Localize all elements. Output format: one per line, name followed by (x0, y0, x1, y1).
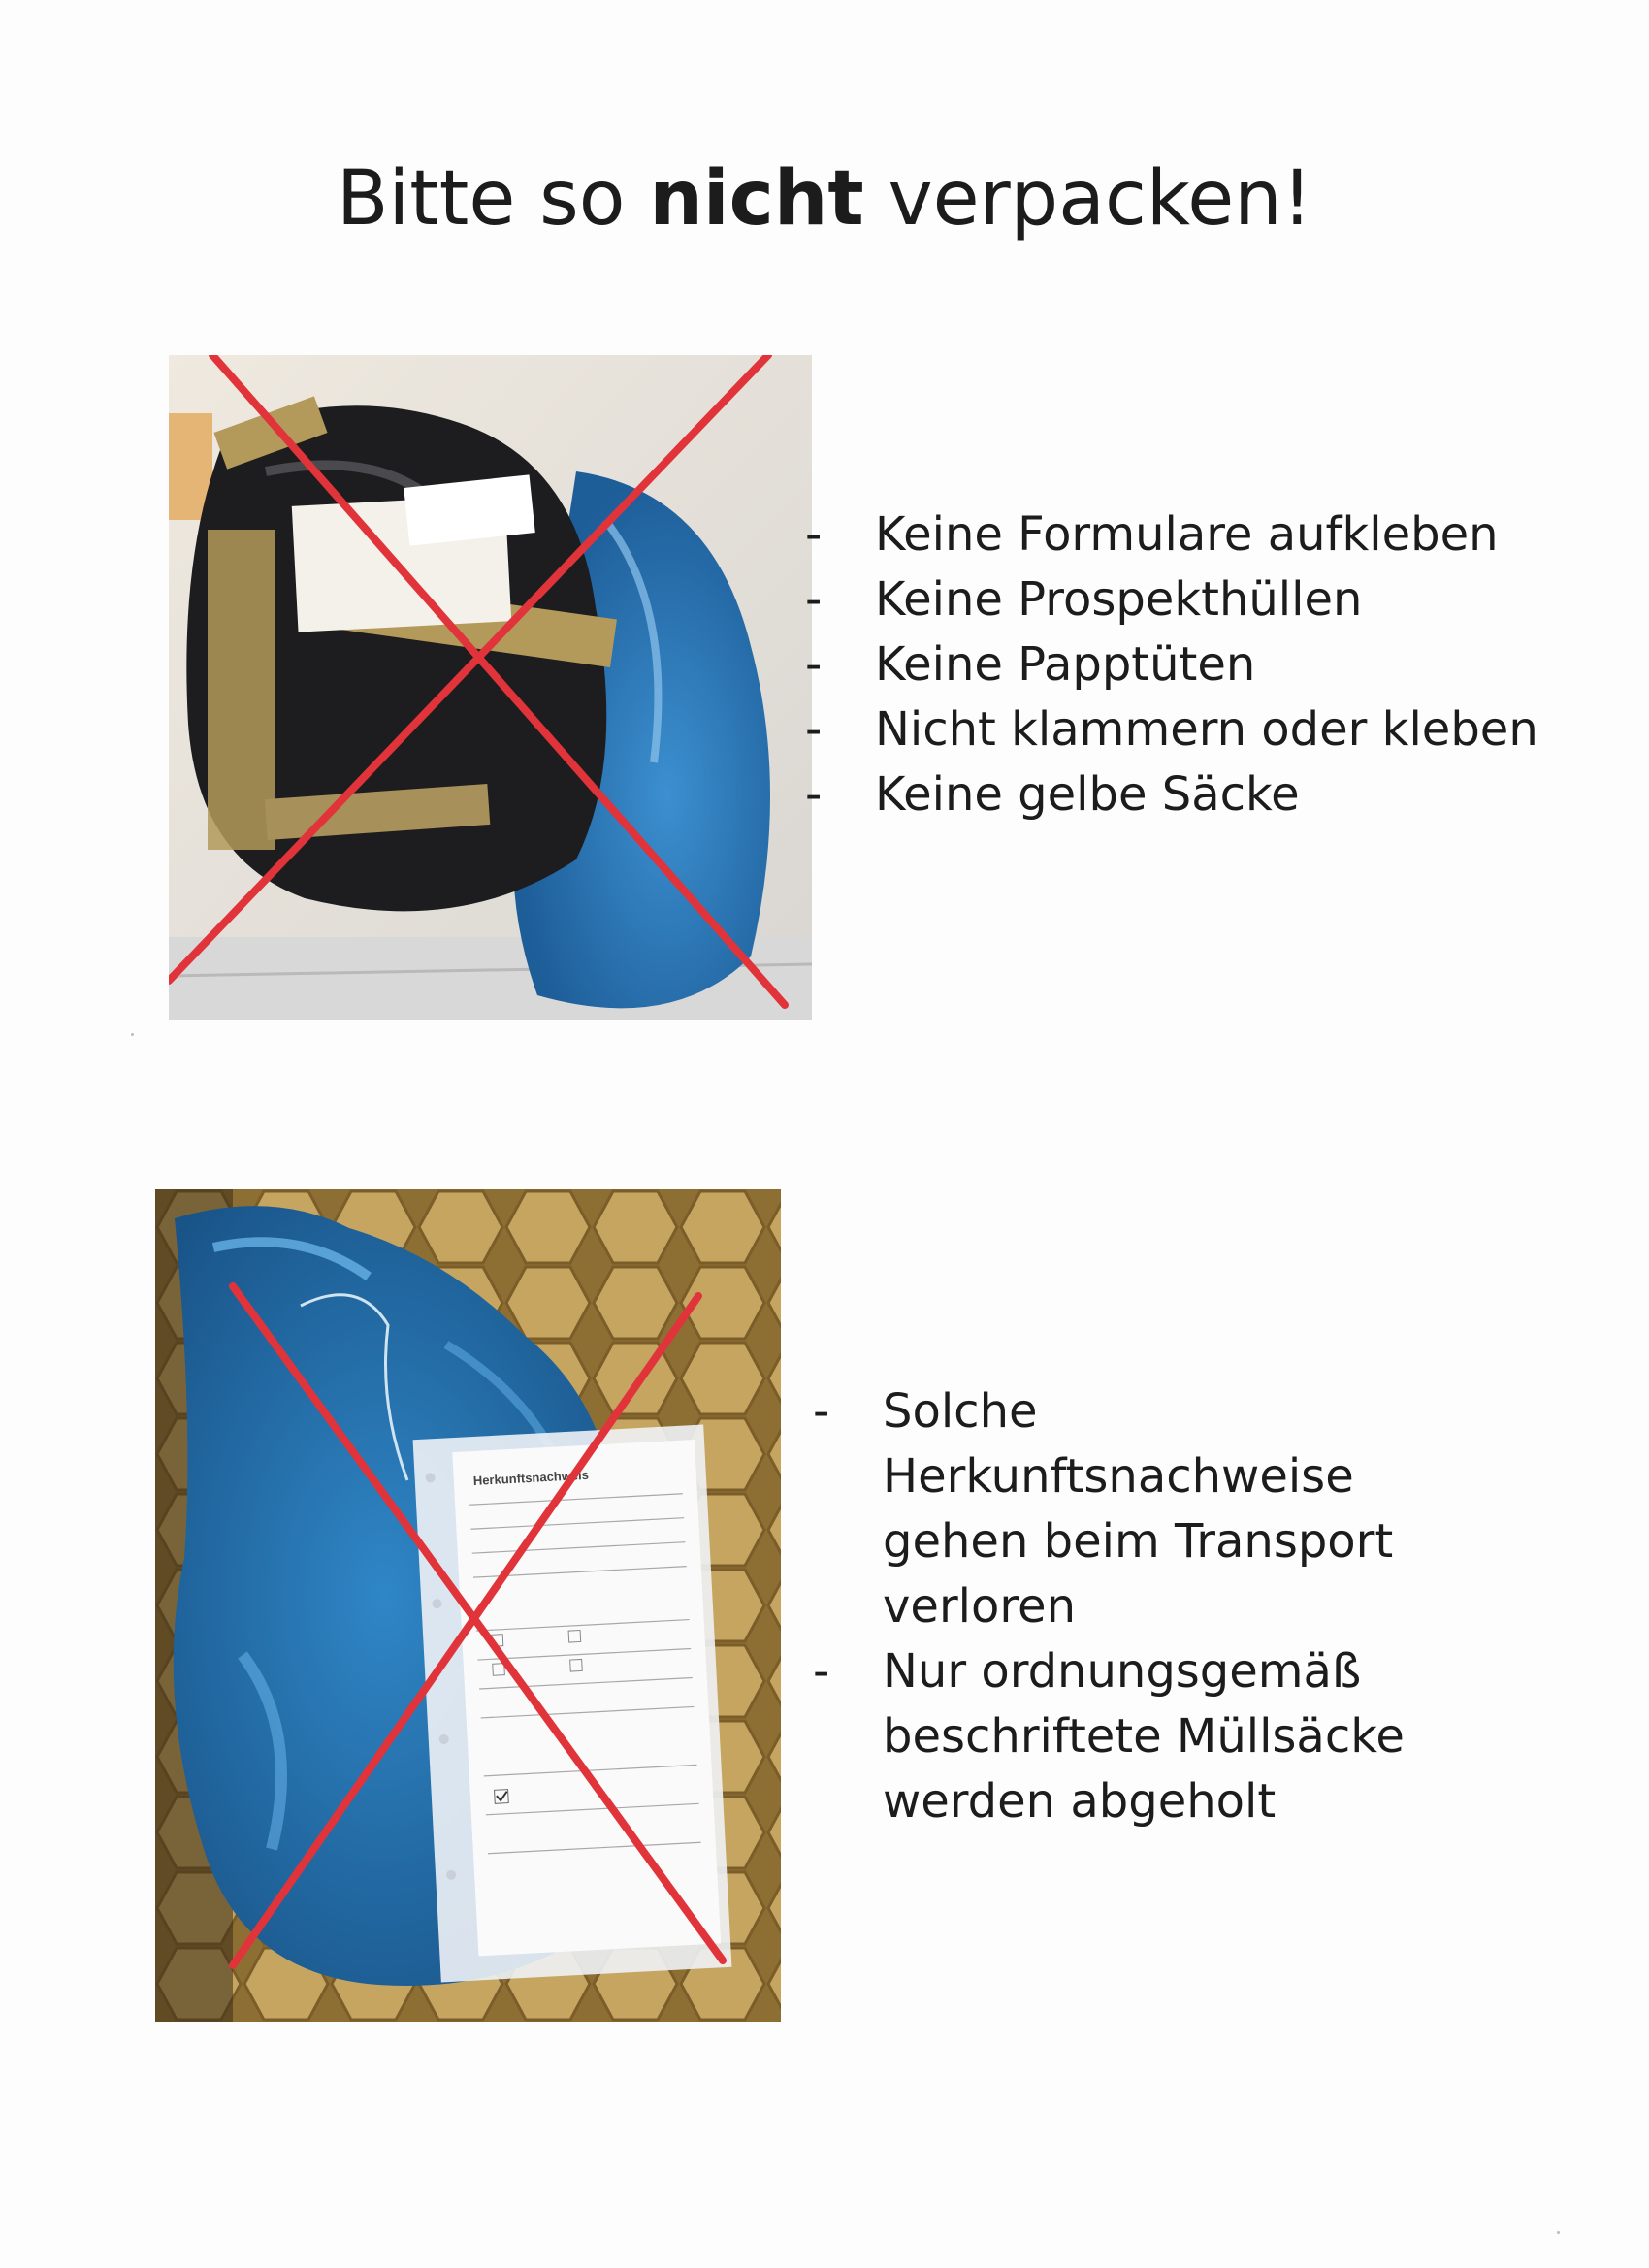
form-heading: Herkunftsnachweis (472, 1467, 590, 1489)
packaging-rules-list (805, 502, 1538, 827)
transport-notes-list (813, 1379, 1492, 1834)
title-emphasis: nicht (649, 155, 864, 243)
list-item: - Keine Papptüten (805, 632, 1538, 697)
title-prefix: Bitte so (337, 155, 626, 243)
wrong-packaging-photo-2 (155, 1189, 781, 2022)
photo-1-illustration (169, 355, 812, 1020)
list-item: - Solche Herkunftsnachweise gehen beim Transport verloren (813, 1379, 1492, 1639)
list-item: - Nicht klammern oder kleben (805, 697, 1538, 762)
list-item: - Keine Prospekthüllen (805, 567, 1538, 632)
list-item: - Keine gelbe Säcke (805, 762, 1538, 827)
scan-speck (131, 1033, 134, 1036)
title-suffix: verpacken! (888, 155, 1312, 243)
scan-speck (1557, 2231, 1560, 2234)
wrong-packaging-photo-1 (169, 355, 812, 1020)
list-item: - Nur ordnungsgemäß beschriftete Müllsäcke werden abgeholt (813, 1639, 1492, 1834)
list-item: - Keine Formulare aufkleben (805, 502, 1538, 567)
photo-2-illustration (155, 1189, 781, 2022)
page-title (0, 155, 1649, 243)
